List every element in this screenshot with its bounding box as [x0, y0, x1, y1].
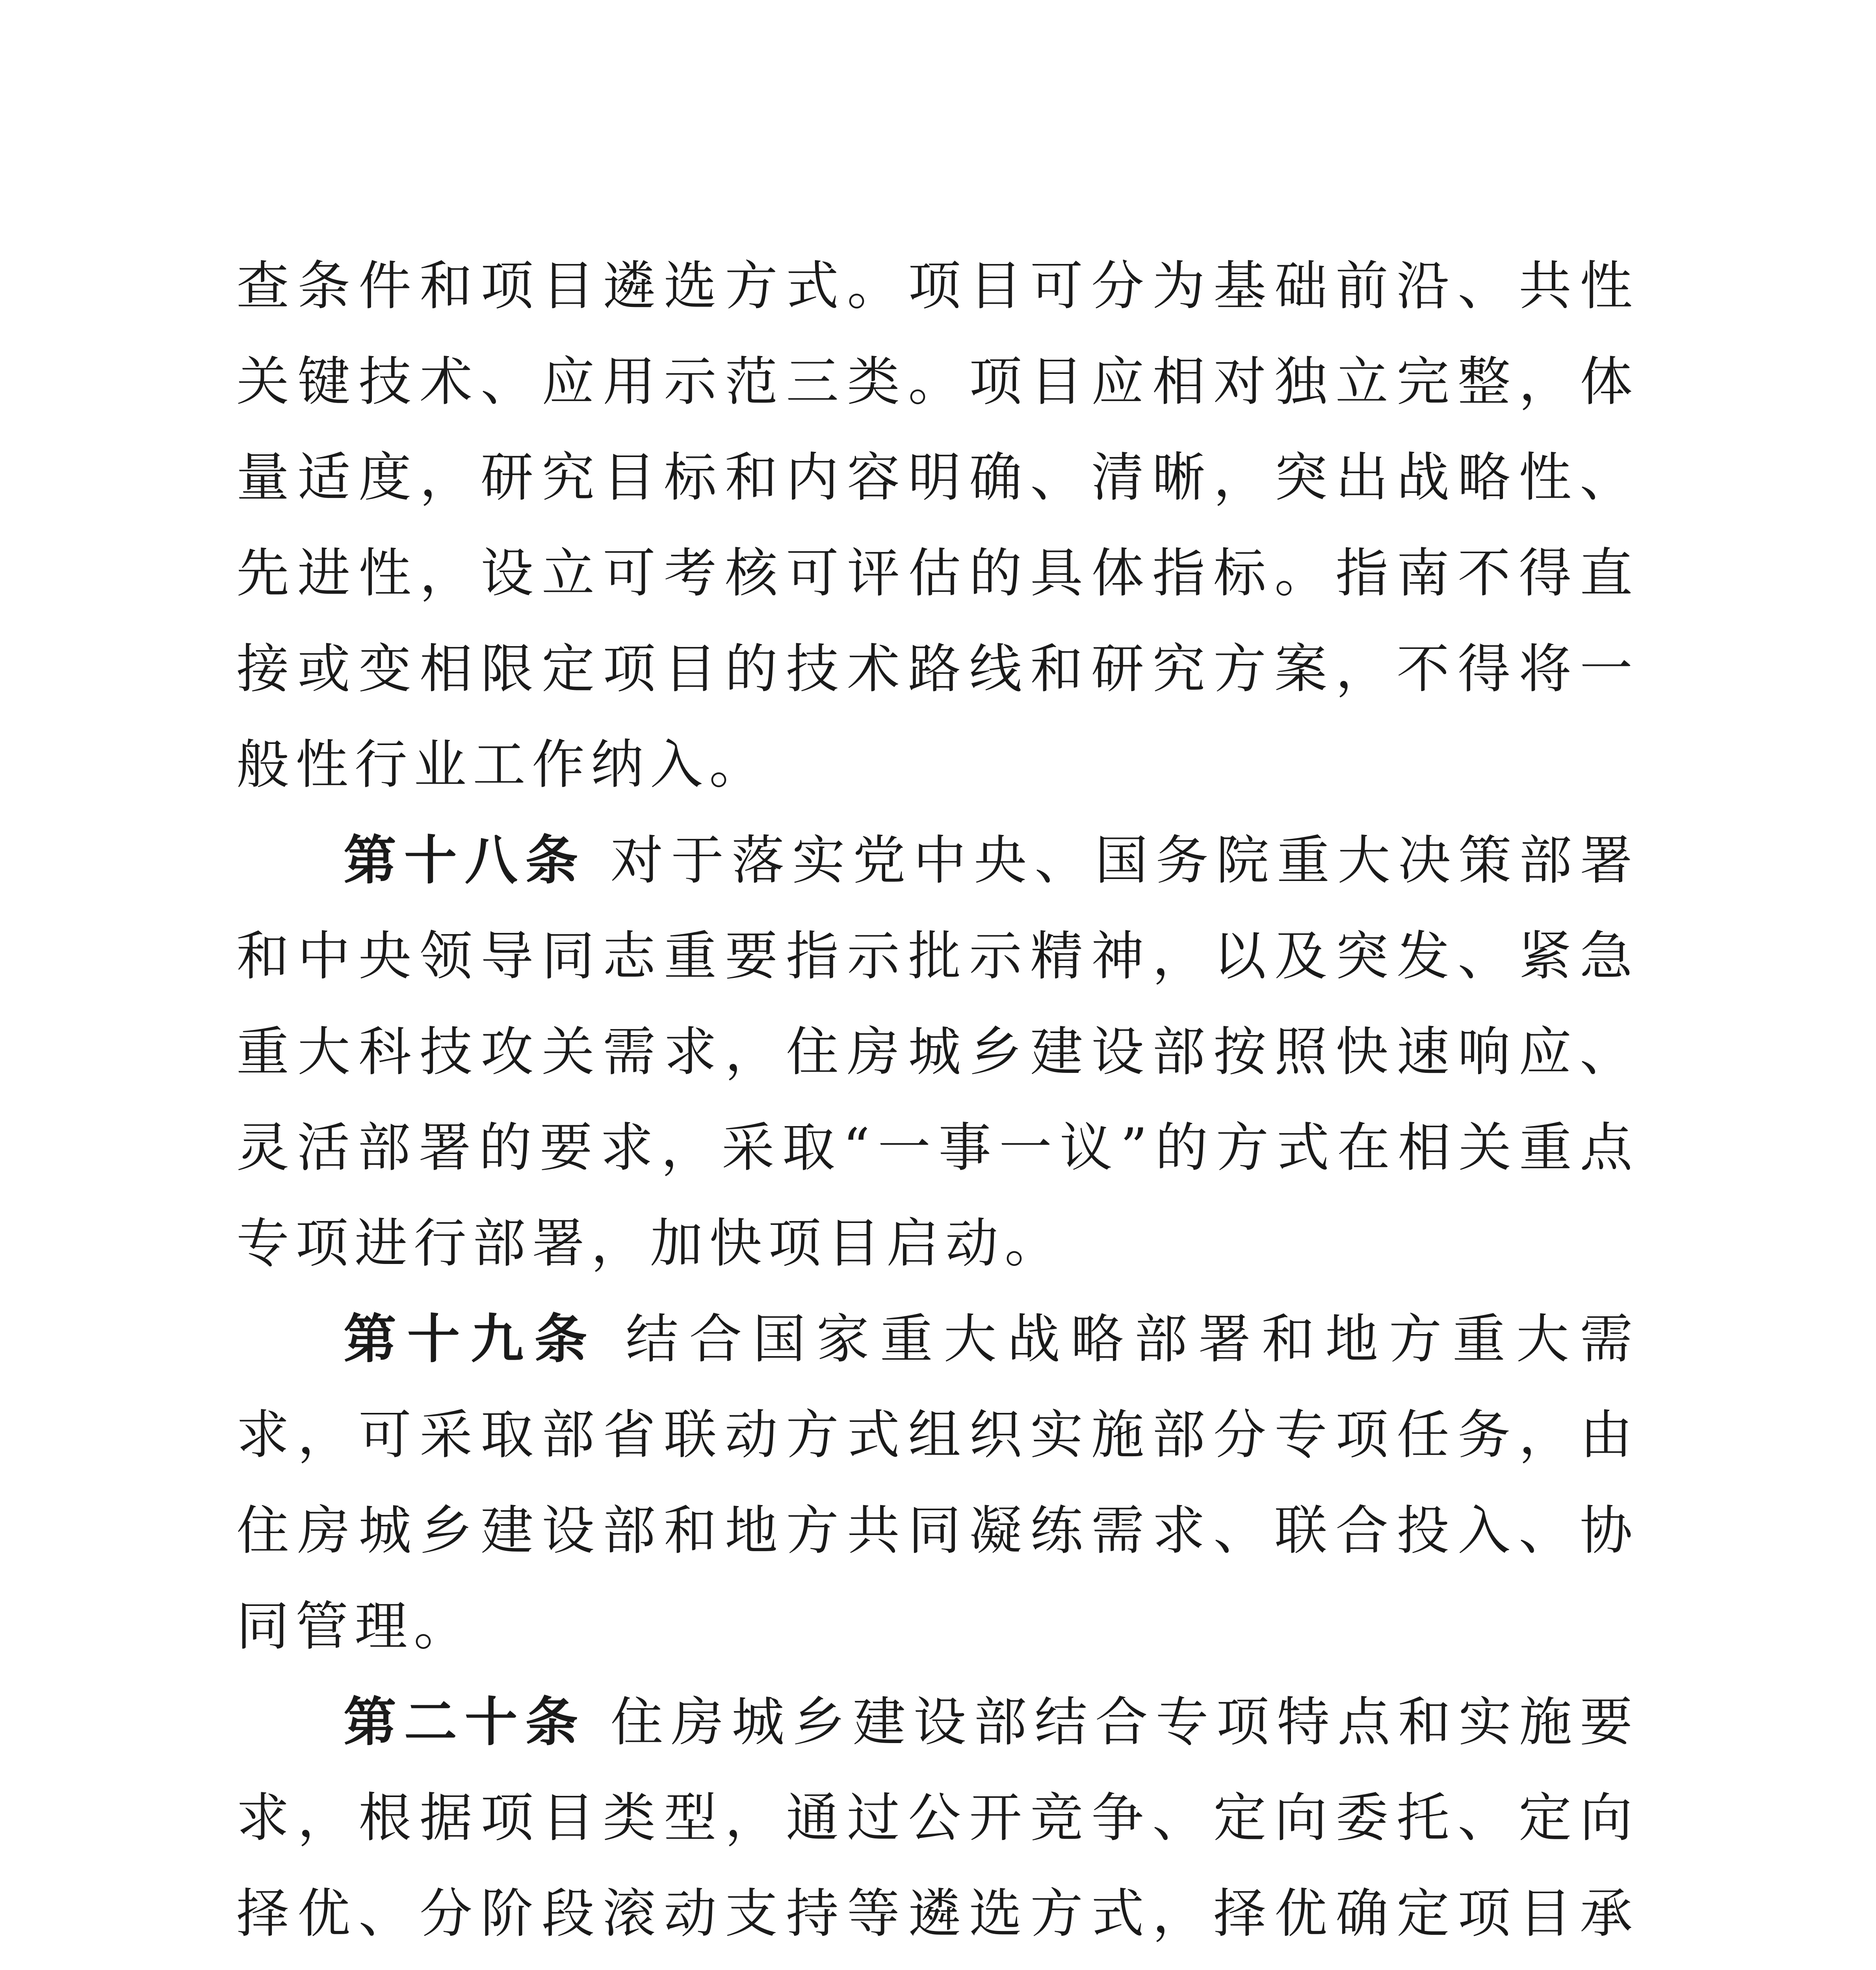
paragraph-text: 查条件和项目遴选方式。项目可分为基础前沿、共性关键技术、应用示范三类。项目应相对独立完整，体量适度，研究目标和内容明确、清晰，突出战略性、先进性，设立可考核可评估的具体指标。指南不得直接或变相限定项目的技术路线和研究方案，不得将一般性行业工作纳入。	[236, 255, 1639, 795]
paragraph-article-19	[236, 1292, 1639, 1674]
paragraph-text: 住房城乡建设部结合专项特点和实施要求，根据项目类型，通过公开竞争、定向委托、定向择优、分阶段滚动支持等遴选方式，择优确定项目承	[236, 1691, 1639, 1944]
paragraph-text: 结合国家重大战略部署和地方重大需求，可采取部省联动方式组织实施部分专项任务，由住房城乡建设部和地方共同凝练需求、联合投入、协同管理。	[236, 1308, 1639, 1657]
paragraph-text: 对于落实党中央、国务院重大决策部署和中央领导同志重要指示批示精神，以及突发、紧急重大科技攻关需求，住房城乡建设部按照快速响应、灵活部署的要求，采取“一事一议”的方式在相关重点专项进行部署，加快项目启动。	[236, 830, 1639, 1274]
article-number: 第二十条	[344, 1691, 586, 1753]
paragraph-article-18	[236, 813, 1639, 1292]
paragraph-article-20	[236, 1674, 1639, 1970]
paragraph-continuation	[236, 238, 1639, 813]
document-body	[236, 238, 1639, 1970]
article-number: 第十九条	[344, 1308, 598, 1370]
article-number: 第十八条	[344, 830, 586, 891]
